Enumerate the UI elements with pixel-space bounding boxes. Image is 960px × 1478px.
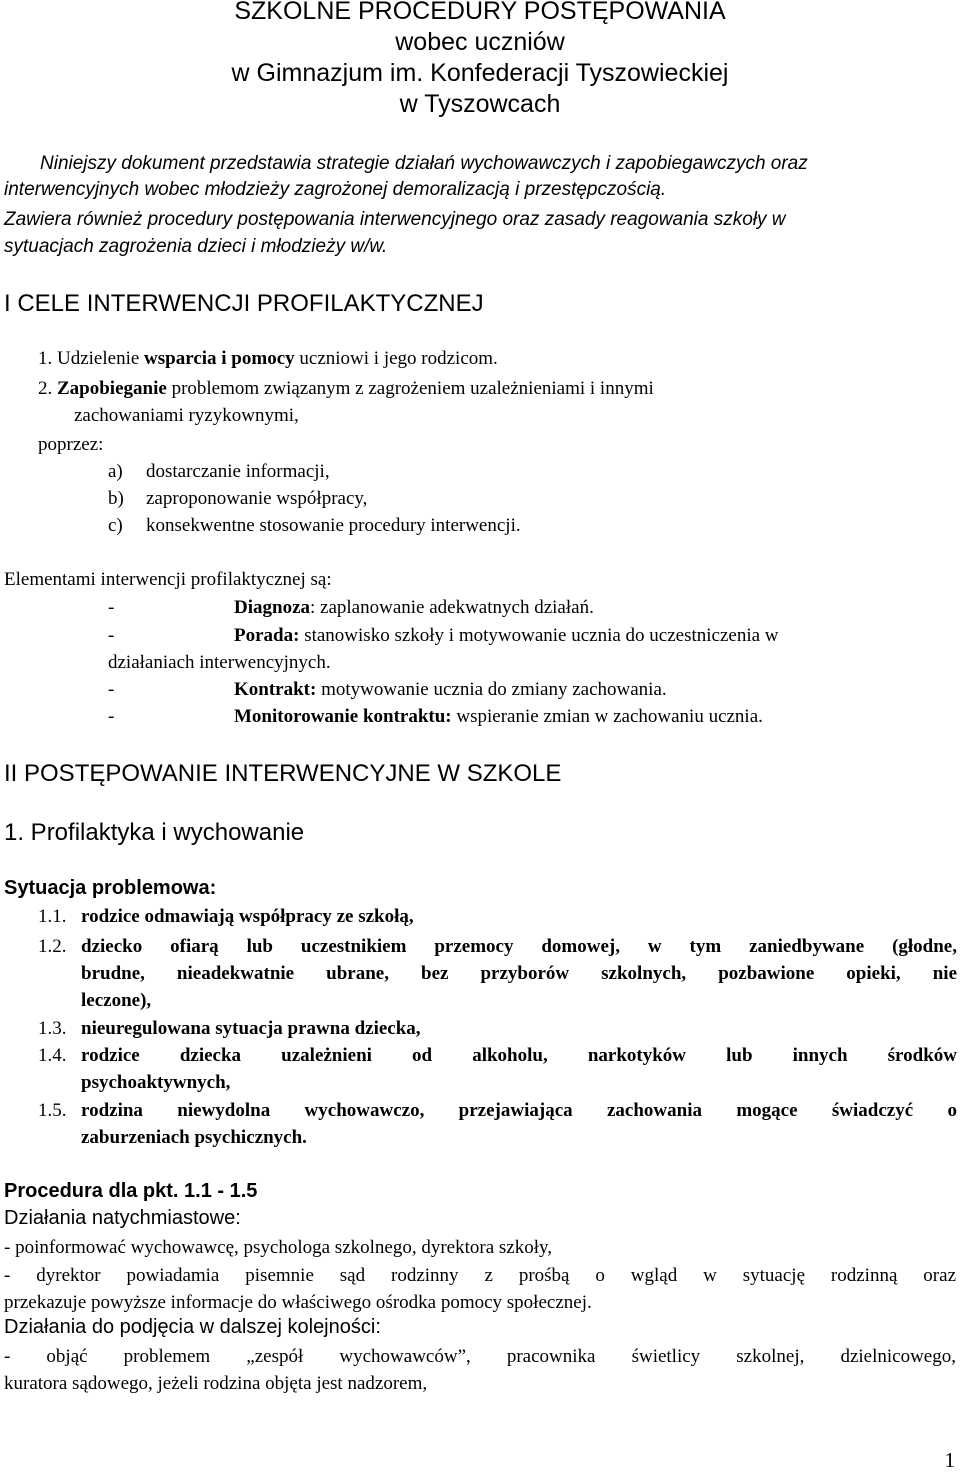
situation-1-line-1: rodzice odmawiają współpracy ze szkołą, [81,906,414,927]
sub-item-c [108,512,521,539]
element-item-4-text: wspieranie zmian w zachowaniu ucznia. [451,706,763,727]
goal-item-2-post: problemom związanym z zagrożeniem uzależnieniami i innymi [166,378,654,399]
sub-item-c-text: konsekwentne stosowanie procedury interwencji. [146,515,521,536]
immediate-line-1: - poinformować wychowawcę, psychologa szkolnego, dyrektora szkoły, [4,1237,553,1258]
intro-p1-line2: interwencyjnych wobec młodzieży zagrożonej demoralizacją i przestępczością. [4,179,667,200]
goal-item-2-continuation: zachowaniami ryzykownymi, [74,405,299,426]
goal-item-2 [38,375,654,402]
intro-p2-line2: sytuacjach zagrożenia dzieci i młodzieży w/w. [4,236,388,257]
element-item-2-bold: Porada: [234,625,300,646]
further-line-2: kuratora sądowego, jeżeli rodzina objęta jest nadzorem, [4,1373,428,1394]
situation-2-number: 1.2. [38,936,67,957]
situation-2 [38,933,81,960]
sub-item-c-letter: c) [108,515,123,536]
situation-4 [38,1042,81,1069]
sub-item-a [108,458,330,485]
element-item-2 [108,622,779,649]
situation-5 [38,1097,81,1124]
situation-2-line-2: brudne, nieadekwatnie ubrane, bez przyborów szkolnych, pozbawione opieki, nie [81,963,957,984]
section-2-heading: II POSTĘPOWANIE INTERWENCYJNE W SZKOLE [4,760,562,787]
element-item-1 [108,594,594,621]
element-item-3 [108,676,667,703]
element-item-3-text: motywowanie ucznia do zmiany zachowania. [316,679,667,700]
intro-p2-line1: Zawiera również procedury postępowania interwencyjnego oraz zasady reagowania szkoły w [4,209,786,230]
elements-heading: Elementami interwencji profilaktycznej są: [4,569,332,590]
sub-item-b-text: zaproponowanie współpracy, [146,488,368,509]
situation-5-line-2: zaburzeniach psychicznych. [81,1127,307,1148]
sub-item-b-letter: b) [108,488,124,509]
title-line-3: w Gimnazjum im. Konfederacji Tyszowieckiej [231,59,729,87]
situation-label: Sytuacja problemowa: [4,877,217,899]
goal-item-1-number: 1. [38,348,53,369]
immediate-line-3: przekazuje powyższe informacje do właściwego ośrodka pomocy społecznej. [4,1292,592,1313]
sub-item-a-text: dostarczanie informacji, [146,461,330,482]
element-item-4 [108,703,763,730]
situation-1 [38,903,414,930]
element-item-2-dash: - [108,625,115,646]
element-item-3-bold: Kontrakt: [234,679,317,700]
goal-item-1-post: uczniowi i jego rodzicom. [294,348,498,369]
sub-item-b [108,485,367,512]
situation-3 [38,1015,421,1042]
situation-5-number: 1.5. [38,1100,67,1121]
goal-item-1 [38,345,498,372]
goal-item-2-number: 2. [38,378,53,399]
sub-item-a-letter: a) [108,461,123,482]
section-2-subheading: 1. Profilaktyka i wychowanie [4,819,305,846]
page-number: 1 [944,1448,955,1472]
situation-2-line-1: dziecko ofiarą lub uczestnikiem przemocy domowej, w tym zaniedbywane (głodne, [81,936,957,957]
procedure-heading: Procedura dla pkt. 1.1 - 1.5 [4,1180,258,1202]
situation-3-number: 1.3. [38,1018,67,1039]
situation-2-line-3: leczone), [81,990,152,1011]
immediate-actions-label: Działania natychmiastowe: [4,1207,241,1229]
poprzez-label: poprzez: [38,434,104,455]
document-title [0,0,960,124]
element-item-4-bold: Monitorowanie kontraktu: [234,706,452,727]
situation-3-line-1: nieuregulowana sytuacja prawna dziecka, [81,1018,421,1039]
element-item-1-dash: - [108,597,115,618]
element-item-2-continuation: działaniach interwencyjnych. [108,652,331,673]
element-item-2-text: stanowisko szkoły i motywowanie ucznia do uczestniczenia w [299,625,779,646]
element-item-3-dash: - [108,679,115,700]
immediate-line-2: - dyrektor powiadamia pisemnie sąd rodzinny z prośbą o wgląd w sytuację rodzinną oraz [4,1265,956,1286]
situation-5-line-1: rodzina niewydolna wychowawczo, przejawiająca zachowania mogące świadczyć o [81,1100,957,1121]
goal-item-1-bold: wsparcia i pomocy [144,348,295,369]
element-item-1-bold: Diagnoza [234,597,310,618]
intro-p1-line1: Niniejszy dokument przedstawia strategie działań wychowawczych i zapobiegawczych oraz [40,153,808,174]
element-item-4-dash: - [108,706,115,727]
element-item-1-text: : zaplanowanie adekwatnych działań. [310,597,594,618]
goal-item-1-pre: Udzielenie [57,348,145,369]
further-actions-label: Działania do podjęcia w dalszej kolejności: [4,1316,381,1338]
situation-4-line-2: psychoaktywnych, [81,1072,231,1093]
title-line-4: w Tyszowcach [399,90,561,118]
section-1-heading: I CELE INTERWENCJI PROFILAKTYCZNEJ [4,290,484,317]
situation-1-number: 1.1. [38,906,67,927]
situation-4-number: 1.4. [38,1045,67,1066]
situation-4-line-1: rodzice dziecka uzależnieni od alkoholu, narkotyków lub innych środków [81,1045,957,1066]
title-line-1: SZKOLNE PROCEDURY POSTĘPOWANIA [234,0,726,25]
title-line-2: wobec uczniów [395,28,565,56]
goal-item-2-bold: Zapobieganie [57,378,167,399]
further-line-1: - objąć problemem „zespół wychowawców”, pracownika świetlicy szkolnej, dzielnicowego, [4,1346,956,1367]
